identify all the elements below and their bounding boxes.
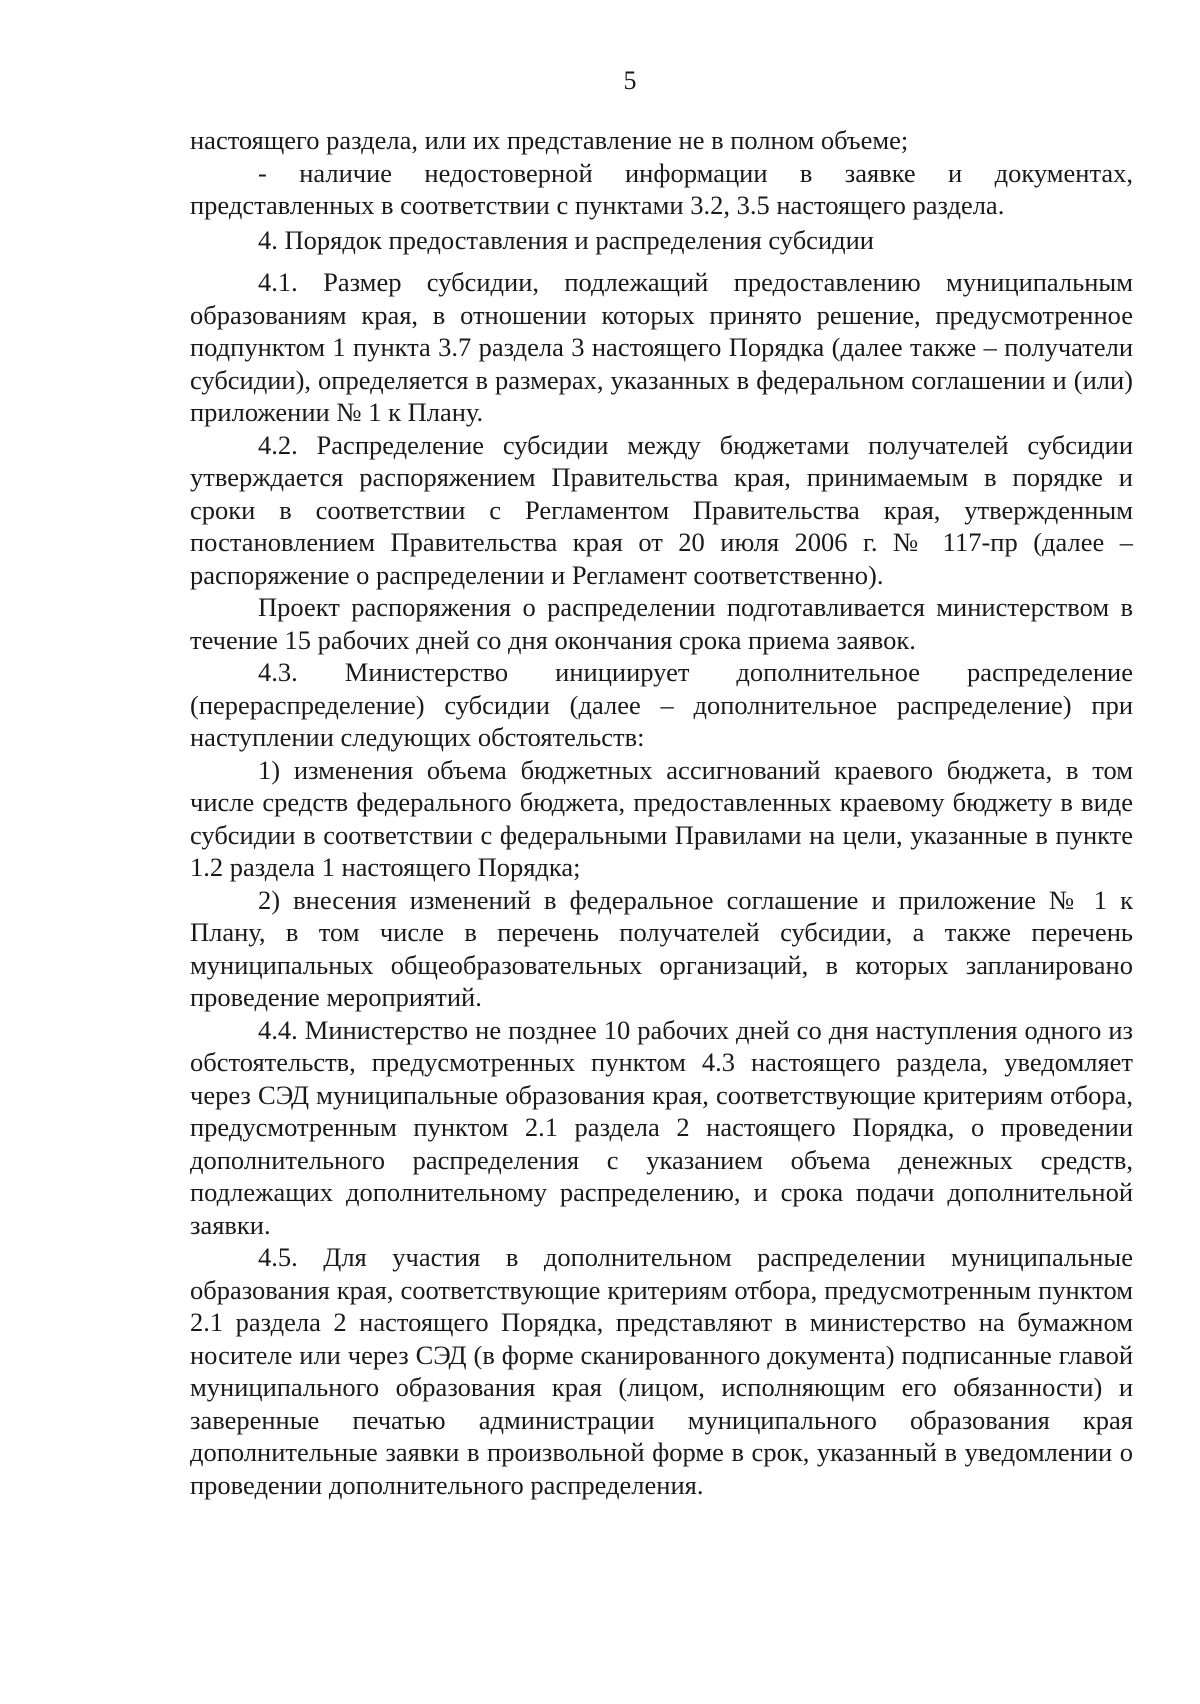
paragraph-4-3: 4.3. Министерство инициирует дополнительное распределение (перераспределение) субсидии (далее – дополнительное распределение) при наступлении следующих обстоятельств:	[190, 657, 1133, 752]
paragraph-4-1: 4.1. Размер субсидии, подлежащий предоставлению муниципальным образованиям края, в отношении которых принято решение, предусмотренное подпунктом 1 пункта 3.7 раздела 3 настоящего Порядка (далее также – получатели субсидии), определяется в размерах, указанных в федеральном соглашении и (или) приложении № 1 к Плану.	[190, 267, 1133, 427]
paragraph-4-3-item-1: 1) изменения объема бюджетных ассигнований краевого бюджета, в том числе средств федерального бюджета, предоставленных краевому бюджету в виде субсидии в соответствии с федеральными Правилами на цели, указанные в пункте 1.2 раздела 1 настоящего Порядка;	[190, 754, 1133, 882]
paragraph-continuation: настоящего раздела, или их представление не в полном объеме;	[190, 125, 909, 155]
page-number: 5	[623, 66, 637, 95]
document-body	[190, 124, 1133, 1501]
paragraph-4-2: 4.2. Распределение субсидии между бюджетами получателей субсидии утверждается распоряжением Правительства края, принимаемым в порядке и сроки в соответствии с Регламентом Правительства края, утвержденным постановлением Правительства края от 20 июля 2006 г. № 117-пр (далее – распоряжение о распределении и Регламент соответственно).	[190, 429, 1133, 590]
paragraph-draft-order: Проект распоряжения о распределении подготавливается министерством в течение 15 рабочих дней со дня окончания срока приема заявок.	[190, 592, 1133, 655]
paragraph-4-5: 4.5. Для участия в дополнительном распределении муниципальные образования края, соответствующие критериям отбора, предусмотренным пунктом 2.1 раздела 2 настоящего Порядка, представляют в министерство на бумажном носителе или через СЭД (в форме сканированного документа) подписанные главой муниципального образования края (лицом, исполняющим его обязанности) и заверенные печатью администрации муниципального образования края дополнительные заявки в произвольной форме в срок, указанный в уведомлении о проведении дополнительного распределения.	[190, 1242, 1133, 1500]
paragraph-4-4: 4.4. Министерство не позднее 10 рабочих дней со дня наступления одного из обстоятельств, предусмотренных пунктом 4.3 настоящего раздела, уведомляет через СЭД муниципальные образования края, соответствующие критериям отбора, предусмотренным пунктом 2.1 раздела 2 настоящего Порядка, о проведении дополнительного распределения с указанием объема денежных средств, подлежащих дополнительному распределению, и срока подачи дополнительной заявки.	[190, 1014, 1133, 1240]
section-heading: 4. Порядок предоставления и распределения субсидии	[258, 224, 874, 255]
paragraph-list-item: - наличие недостоверной информации в заявке и документах, представленных в соответствии с пунктами 3.2, 3.5 настоящего раздела.	[190, 157, 1133, 220]
paragraph-4-3-item-2: 2) внесения изменений в федеральное соглашение и приложение № 1 к Плану, в том числе в перечень получателей субсидии, а также перечень муниципальных общеобразовательных организаций, в которых запланировано проведение мероприятий.	[190, 884, 1133, 1012]
